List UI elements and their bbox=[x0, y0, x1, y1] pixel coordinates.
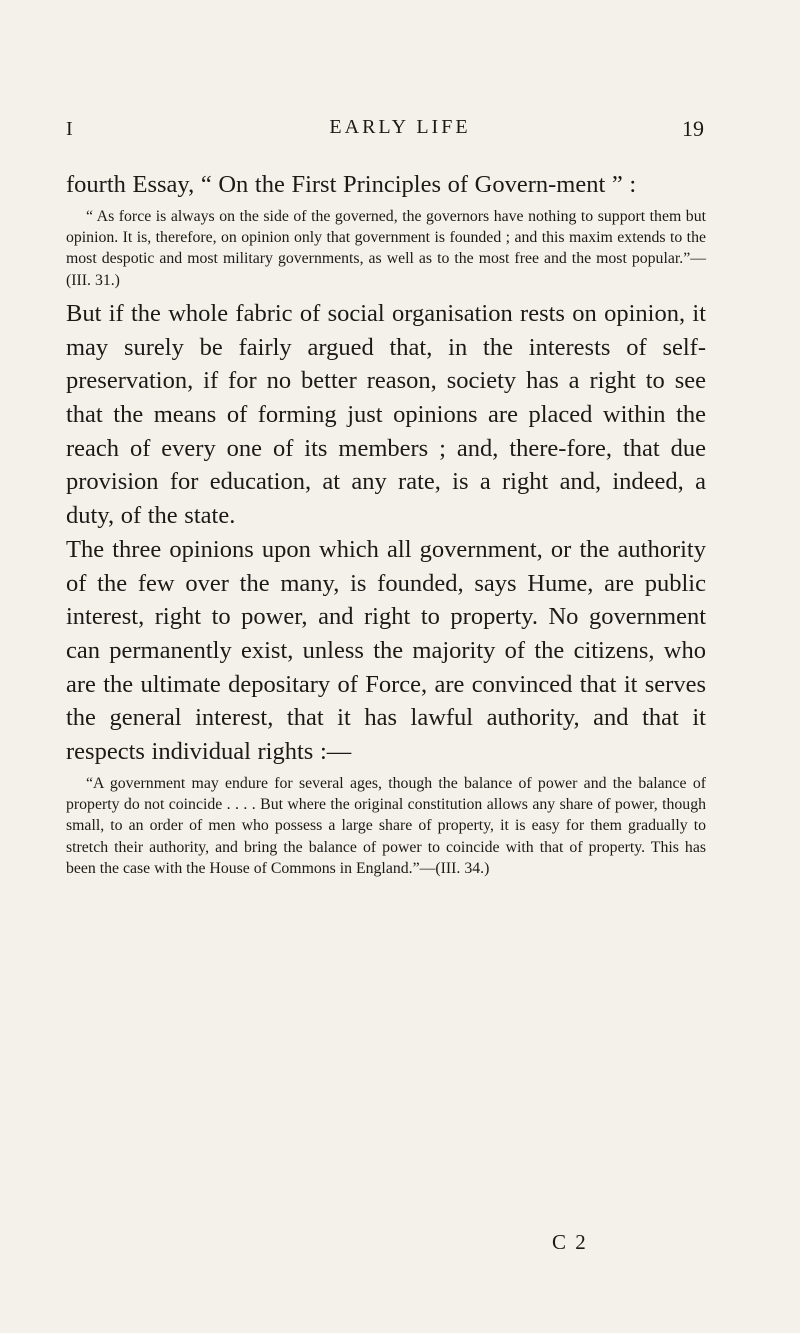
chapter-number: I bbox=[66, 118, 74, 140]
page-number: 19 bbox=[682, 116, 704, 141]
paragraph-three-opinions: The three opinions upon which all government, or the authority of the few over the many, is founded, says Hume, are public interest, right to power, and right to property. No government can permanently exist, unless the majority of the citizens, who are the ultimate depositary of Force, are convinced that it serves the general interest, that it has lawful authority, and that it respects individual rights :— bbox=[66, 535, 706, 766]
hume-quote-1: “ As force is always on the side of the governed, the governors have nothing to support them but opinion. It is, therefore, on opinion only that government is founded ; and this maxim extends to the most despotic and most military governments, as well as to the most free and the most popular.”—(III. 31.) bbox=[66, 207, 706, 289]
running-title: EARLY LIFE bbox=[329, 116, 471, 138]
hume-quote-2: “A government may endure for several ages, though the balance of power and the balance of property do not coincide . . . . But where the original constitution allows any share of power, though small, to an order of men who possess a large share of property, it is easy for them gradually to stretch their authority, and bring the balance of power to coincide with that of property. This has been the case with the House of Commons in England.”—(III. 34.) bbox=[66, 774, 706, 877]
page-body bbox=[66, 168, 706, 885]
signature-mark: C 2 bbox=[552, 1230, 588, 1254]
intro-line: fourth Essay, “ On the First Principles of Govern-ment ” : bbox=[66, 171, 637, 198]
running-header bbox=[0, 116, 800, 146]
paragraph-opinion: But if the whole fabric of social organisation rests on opinion, it may surely be fairly argued that, in the interests of self-preservation, if for no better reason, society has a right to see that the means of forming just opinions are placed within the reach of every one of its members ; and, there-fore, that due provision for education, at any rate, is a right and, indeed, a duty, of the state. bbox=[66, 299, 706, 530]
